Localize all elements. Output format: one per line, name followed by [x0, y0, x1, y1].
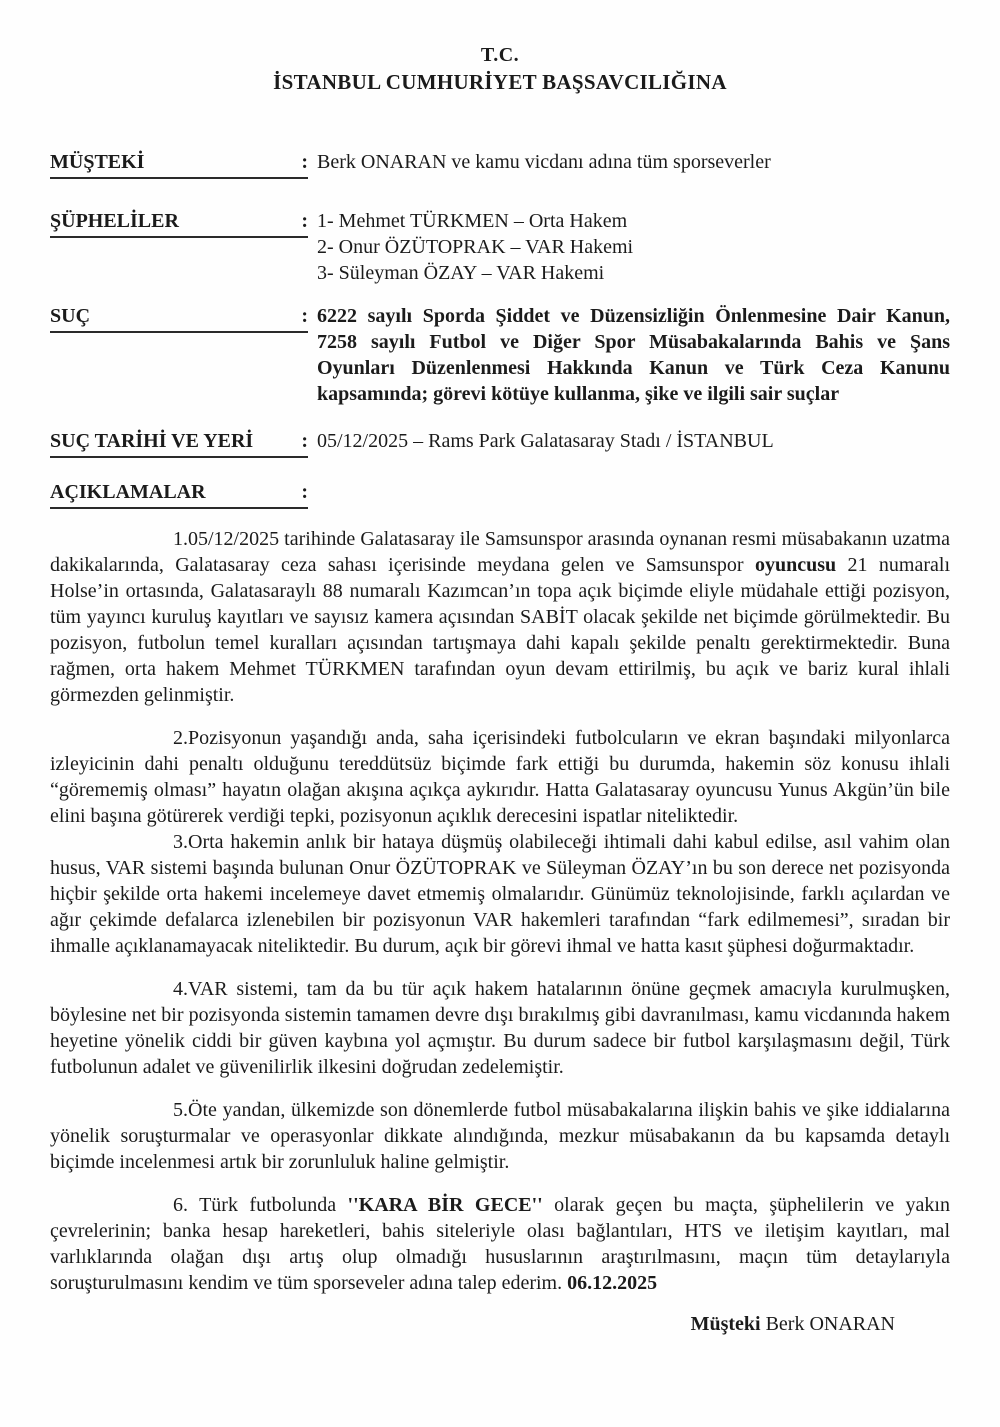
- signature-role-label: Müşteki: [690, 1313, 761, 1335]
- prosecutor-office-title: İSTANBUL CUMHURİYET BAŞSAVCILIĞINA: [273, 70, 727, 94]
- paragraph-2-text: 2.Pozisyonun yaşandığı anda, saha içerisindeki futbolcuların ve ekran başındaki milyonlarca izleyicinin dahi penaltı olduğunu tereddütsüz biçimde fark ettiği bu durumda, hakemin söz konusu ihlali “görememiş olması” hayatın olağan akışına açıkça aykırıdır. Hatta Galatasaray oyuncusu Yunus Akgün’ün bile elini başına götürerek verdiği tepki, pozisyonun açıklık derecesini ispatlar niteliktedir.: [50, 727, 950, 827]
- field-crime: [50, 303, 950, 407]
- field-suspects: [50, 208, 950, 286]
- paragraph-6-bold-phrase: ''KARA BİR GECE'': [347, 1194, 543, 1216]
- paragraph-6-bold-date: 06.12.2025: [567, 1272, 658, 1294]
- paragraph-3: [50, 829, 950, 959]
- paragraph-2: [50, 725, 950, 829]
- complainant-value: Berk ONARAN ve kamu vicdanı adına tüm sporseverler: [317, 151, 771, 173]
- paragraph-4-text: 4.VAR sistemi, tam da bu tür açık hakem hatalarının önüne geçmek amacıyla kurulmuşken, böylesine net bir pozisyonda sistemin tamamen devre dışı bırakılmış gibi davranılması, kamu vicdanında hakem heyetine yönelik ciddi bir güven kaybına yol açmıştır. Bu durum sadece bir futbol karşılaşmasını değil, Türk futbolunun adalet ve güvenilirlik ilkesini doğrudan zedelemiştir.: [50, 978, 950, 1078]
- crime-label: SUÇ: [50, 305, 91, 327]
- paragraph-6-text-cont: olarak geçen bu maçta, şüphelilerin ve yakın çevrelerinin; banka hesap hareketleri, bahis siteleriyle olası bağlantıları, HTS ve iletişim kayıtları, mal varlıklarında olağan dışı artış olup olmadığı hususlarının araştırılmasını, maçın tüm detaylarıyla soruşturulmasını kendim ve tüm sporseveler adına talep ederim.: [50, 1194, 950, 1294]
- crime-date-value: 05/12/2025 – Rams Park Galatasaray Stadı / İSTANBUL: [317, 430, 774, 452]
- suspects-colon: :: [301, 210, 308, 232]
- field-explanations: [50, 479, 950, 509]
- suspects-label: ŞÜPHELİLER: [50, 210, 179, 232]
- explanations-label: AÇIKLAMALAR: [50, 481, 206, 503]
- signature-block: [50, 1311, 950, 1337]
- paragraph-1-text: 1.05/12/2025 tarihinde Galatasaray ile Samsunspor arasında oynanan resmi müsabakanın uzatma dakikalarında, Galatasaray ceza sahası içerisinde meydana gelen ve Samsunspor: [50, 528, 950, 576]
- crime-date-colon: :: [301, 430, 308, 452]
- crime-colon: :: [301, 305, 308, 327]
- suspect-item-3: 3- Süleyman ÖZAY – VAR Hakemi: [317, 262, 605, 284]
- paragraph-5-text: 5.Öte yandan, ülkemizde son dönemlerde futbol müsabakalarına ilişkin bahis ve şike iddialarına yönelik soruşturmalar ve operasyonlar dikkate alındığında, mezkur müsabakanın da bu kapsamda detaylı biçimde incelenmesi artık bir zorunluluk haline gelmiştir.: [50, 1099, 950, 1173]
- paragraph-6-text: 6. Türk futbolunda: [173, 1194, 348, 1216]
- suspects-list: [317, 208, 950, 286]
- paragraph-6: [50, 1192, 950, 1296]
- complainant-label-head: [50, 149, 308, 179]
- paragraph-4: [50, 976, 950, 1080]
- explanations-colon: :: [301, 481, 308, 503]
- document-header: [50, 42, 950, 97]
- field-crime-date-place: [50, 428, 950, 458]
- republic-abbreviation: T.C.: [480, 44, 520, 66]
- complainant-label: MÜŞTEKİ: [50, 151, 145, 173]
- paragraph-3-text: 3.Orta hakemin anlık bir hataya düşmüş olabileceği ihtimali dahi kabul edilse, asıl vahim olan husus, VAR sistemi başında bulunan Onur ÖZÜTOPRAK ve Süleyman ÖZAY’ın bu son derece net pozisyonda hiçbir şekilde orta hakemi incelemeye davet etmemiş olmalarıdır. Günümüz teknolojisinde, farklı açılardan ve ağır çekimde defalarca izlenebilen bir pozisyonun VAR hakemleri tarafından “fark edilmemesi”, sıradan bir ihmalle açıklanamayacak niteliktedir. Bu durum, açık bir görevi ihmal ve hatta kasıt şüphesi doğurmaktadır.: [50, 831, 950, 957]
- crime-value: 6222 sayılı Sporda Şiddet ve Düzensizliğin Önlenmesine Dair Kanun, 7258 sayılı Futbol ve Diğer Spor Müsabakalarında Bahis ve Şans Oyunları Düzenlenmesi Hakkında Kanun ve Türk Ceza Kanunu kapsamında; görevi kötüye kullanma, şike ve ilgili sair suçlar: [317, 305, 950, 405]
- suspect-item-1: 1- Mehmet TÜRKMEN – Orta Hakem: [317, 210, 628, 232]
- crime-date-label: SUÇ TARİHİ VE YERİ: [50, 430, 254, 452]
- field-complainant: [50, 149, 950, 179]
- explanations-label-head: [50, 479, 308, 509]
- paragraph-5: [50, 1097, 950, 1175]
- crime-label-head: [50, 303, 308, 333]
- paragraph-1: [50, 526, 950, 708]
- crime-date-label-head: [50, 428, 308, 458]
- paragraph-1-bold-word: oyuncusu: [754, 554, 837, 576]
- suspects-label-head: [50, 208, 308, 238]
- paragraph-1-text-cont: 21 numaralı Holse’in ortasında, Galatasaraylı 88 numaralı Kazımcan’ın topa açık biçimde eliyle müdahale ettiği pozisyon, tüm yayıncı kuruluş kayıtları ve sayısız kamera açısından SABİT olacak şekilde net biçimde görülmektedir. Bu pozisyon, futbolun temel kuralları açısından tartışmaya dahi kapalı şekilde penaltı gerektirmektedir. Buna rağmen, orta hakem Mehmet TÜRKMEN tarafından oyun devam ettirilmiş, bu açık ve bariz kural ihlali görmezden gelinmiştir.: [50, 554, 950, 706]
- signature-name: Berk ONARAN: [765, 1313, 895, 1335]
- suspect-item-2: 2- Onur ÖZÜTOPRAK – VAR Hakemi: [317, 236, 634, 258]
- complainant-colon: :: [301, 151, 308, 173]
